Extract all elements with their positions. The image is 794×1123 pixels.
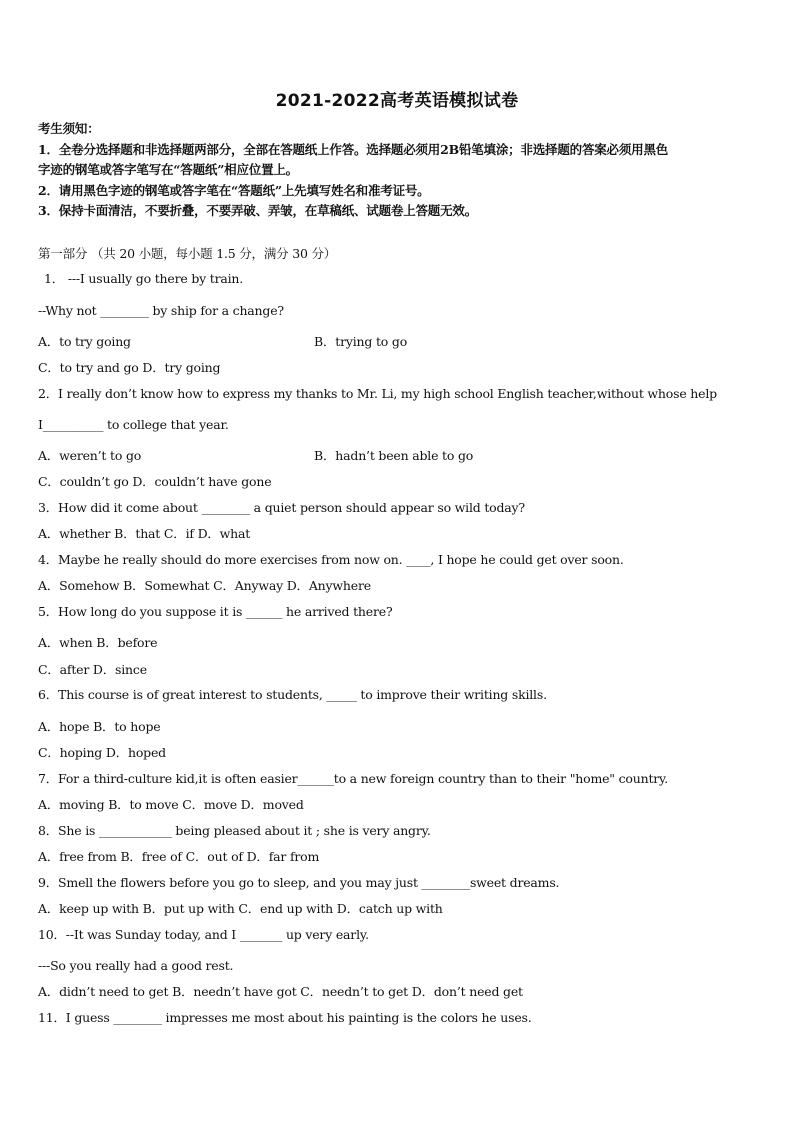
question-4-options: A．Somehow B．Somewhat C．Anyway D．Anywhere — [38, 578, 371, 593]
question-6-stem: 6．This course is of great interest to students, _____ to improve their writing skills. — [38, 687, 547, 702]
question-6-options-ab: A．hope B．to hope — [38, 719, 161, 734]
question-9-options: A．keep up with B．put up with C．end up with D．catch up with — [38, 901, 443, 916]
question-1-option-a: A．to try going — [38, 334, 131, 349]
question-6-options-cd: C．hoping D．hoped — [38, 745, 166, 760]
question-11-stem: 11．I guess ________ impresses me most about his painting is the colors he uses. — [38, 1010, 532, 1025]
question-1-options-cd: C．to try and go D．try going — [38, 360, 221, 375]
question-9-stem: 9．Smell the flowers before you go to sleep, and you may just ________sweet dreams. — [38, 875, 560, 890]
question-10-dialog: ---So you really had a good rest. — [38, 958, 234, 973]
question-1-option-b: B．trying to go — [314, 334, 408, 349]
page-title: 2021-2022高考英语模拟试卷 — [275, 91, 519, 111]
notice-line-1: 1．全卷分选择题和非选择题两部分，全部在答题纸上作答。选择题必须用2B铅笔填涂；非选择题的答案必须用黑色 — [38, 142, 669, 157]
question-8-stem: 8．She is ____________ being pleased about it ; she is very angry. — [38, 823, 431, 838]
question-3-stem: 3．How did it come about ________ a quiet person should appear so wild today? — [38, 500, 525, 515]
question-2-stem: 2．I really don’t know how to express my thanks to Mr. Li, my high school English teacher,without whose help — [38, 386, 717, 401]
notice-line-2: 字迹的钢笔或答字笔写在“答题纸”相应位置上。 — [38, 162, 298, 177]
notice-line-3: 2．请用黑色字迹的钢笔或答字笔在“答题纸”上先填写姓名和准考证号。 — [38, 183, 430, 198]
question-2-option-b: B．hadn’t been able to go — [314, 448, 474, 463]
question-2-options-cd: C．couldn’t go D．couldn’t have gone — [38, 474, 272, 489]
section-heading: 第一部分 （共 20 小题，每小题 1.5 分，满分 30 分） — [38, 246, 337, 261]
question-1-stem: 1． ---I usually go there by train. — [44, 271, 244, 286]
question-7-options: A．moving B．to move C．move D．moved — [38, 797, 304, 812]
notice-line-4: 3．保持卡面清洁，不要折叠，不要弄破、弄皱，在草稿纸、试题卷上答题无效。 — [38, 203, 477, 218]
question-10-stem: 10．--It was Sunday today, and I _______ up very early. — [38, 927, 369, 942]
question-4-stem: 4．Maybe he really should do more exercises from now on. ____, I hope he could get over soon. — [38, 552, 624, 567]
question-5-options-cd: C．after D．since — [38, 662, 147, 677]
question-3-options: A．whether B．that C．if D．what — [38, 526, 251, 541]
question-7-stem: 7．For a third-culture kid,it is often easier______to a new foreign country than to their "home" country. — [38, 771, 669, 786]
notice-heading: 考生须知： — [38, 121, 100, 136]
question-1-dialog: --Why not ________ by ship for a change? — [38, 303, 284, 318]
question-10-options: A．didn’t need to get B．needn’t have got C．needn’t to get D．don’t need get — [38, 984, 523, 999]
question-5-options-ab: A．when B．before — [38, 635, 158, 650]
question-8-options: A．free from B．free of C．out of D．far from — [38, 849, 320, 864]
question-5-stem: 5．How long do you suppose it is ______ he arrived there? — [38, 604, 393, 619]
question-2-blank: I__________ to college that year. — [38, 417, 229, 432]
question-2-option-a: A．weren’t to go — [38, 448, 142, 463]
